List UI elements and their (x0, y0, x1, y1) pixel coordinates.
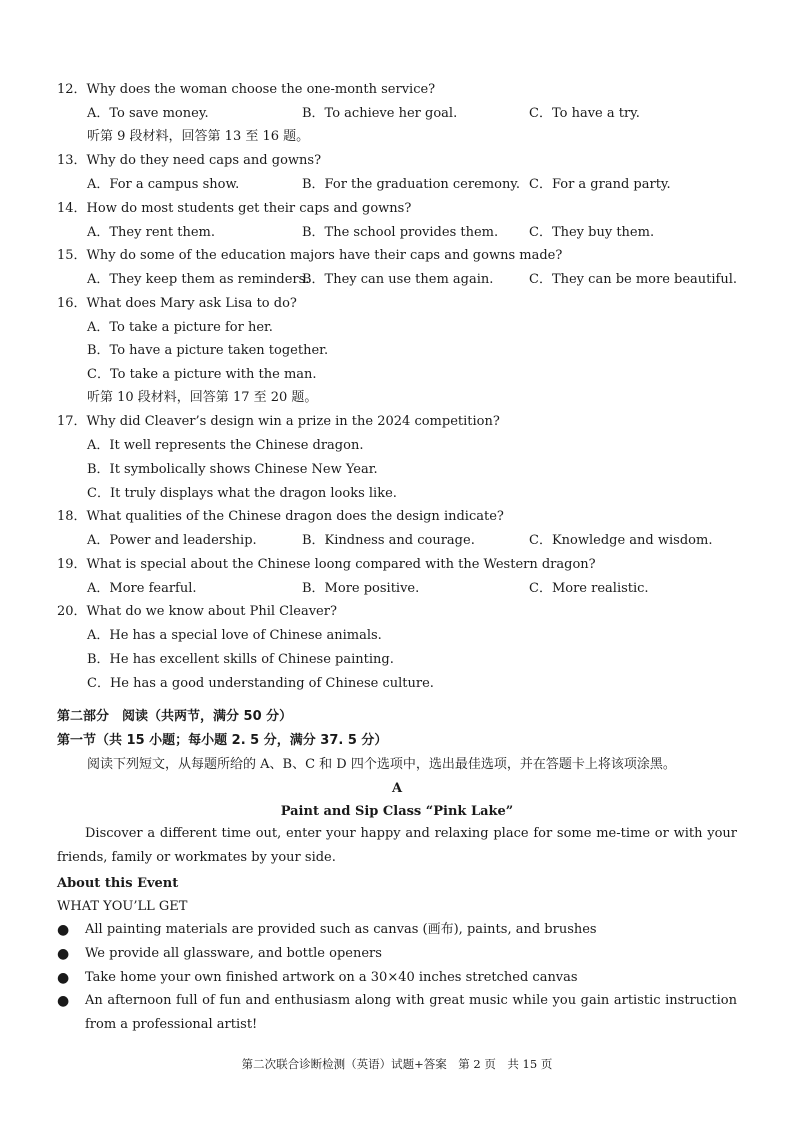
option-c: C．They buy them. (529, 225, 655, 240)
options-13 (87, 176, 767, 193)
option-a: A．For a campus show. (87, 177, 240, 192)
options-19 (87, 580, 767, 597)
part-2-title: 第二部分 阅读（共两节，满分 50 分） (57, 709, 293, 724)
what-you-get-heading: WHAT YOU’LL GET (57, 899, 188, 914)
section-1-title: 第一节（共 15 小题；每小题 2. 5 分，满分 37. 5 分） (57, 733, 388, 748)
option-a: A．It well represents the Chinese dragon. (87, 438, 364, 453)
option-b: B．For the graduation ceremony. (302, 177, 521, 192)
option-c: C．To take a picture with the man. (87, 367, 317, 382)
question-17: 17．Why did Cleaver’s design win a prize in the 2024 competition? (57, 414, 500, 429)
option-b: B．To achieve her goal. (302, 106, 458, 121)
option-c: C．More realistic. (529, 581, 649, 596)
passage-intro: Discover a different time out, enter your happy and relaxing place for some me-time or with your friends, family or workmates by your side. (57, 826, 737, 865)
options-12 (87, 105, 767, 122)
options-15 (87, 271, 767, 288)
passage-title: Paint and Sip Class “Pink Lake” (280, 804, 514, 819)
instruction-material-10: 听第 10 段材料，回答第 17 至 20 题。 (87, 390, 318, 405)
bullet-icon: ● (57, 993, 70, 1009)
question-19: 19．What is special about the Chinese loong compared with the Western dragon? (57, 557, 596, 572)
option-b: B．To have a picture taken together. (87, 343, 329, 358)
about-heading: About this Event (57, 876, 179, 891)
option-c: C．For a grand party. (529, 177, 671, 192)
option-b: B．He has excellent skills of Chinese painting. (87, 652, 394, 667)
option-a: A．Power and leadership. (87, 533, 257, 548)
option-b: B．Kindness and courage. (302, 533, 475, 548)
question-16: 16．What does Mary ask Lisa to do? (57, 296, 297, 311)
option-a: A．He has a special love of Chinese animals. (87, 628, 382, 643)
option-a: A．To save money. (87, 106, 209, 121)
reading-instruction: 阅读下列短文，从每题所给的 A、B、C 和 D 四个选项中，选出最佳选项，并在答题卡上将该项涂黑。 (87, 757, 676, 772)
passage-label: A (391, 781, 403, 796)
exam-page: 12．Why does the woman choose the one-month service? A．To save money. B．To achieve her goal. C．To have a try. 听第 9 段材料，回答第 13 至 16 题。 13．Why do they need caps and gowns? A．For a campus show. B．For the graduation ceremony. C．For a grand party. 14．How do most students get their caps and gowns? A．They rent them. B．The school provides them. C．They buy them. 15．Why do some of the education majors have their caps and gowns made? A．They keep them as reminders. B．They can use them again. C．They can be more beautiful. 16．What does Mary ask Lisa to do? A．To take a picture for her. B．To have a picture taken together. C．To take a picture with the man. 听第 10 段材料，回答第 17 至 20 题。 17．Why did Cleaver’s design win a prize in the 2024 competition? A．It well represents the Chinese dragon. B．It symbolically shows Chinese New Year. C．It truly displays what the dragon looks like. 18．What qualities of the Chinese dragon does the design indicate? A．Power and leadership. B．Kindness and courage. C．Knowledge and wisdom. 19．What is special about the Chinese loong compared with the Western dragon? A．More fearful. B．More positive. C．More realistic. 20．What do we know about Phil Cleaver? A．He has a special love of Chinese animals. B．He has excellent skills of Chinese painting. C．He has a good understanding of Chinese culture. 第二部分 阅读（共两节，满分 50 分） 第一节（共 15 小题；每小题 2. 5 分，满分 37. 5 分） 阅读下列短文，从每题所给的 A、B、C 和 D 四个选项中，选出最佳选项，并在答题卡上将该项涂黑。 A Paint and Sip Class “Pink Lake” Discover a different time out, enter your happy and relaxing place for some me-time or with your friends, family or workmates by your side. About this Event WHAT YOU’LL GET ● All painting materials are provided such as canvas (画布), paints, and brushes ● We provide all glassware, and bottle openers ● Take home your own finished artwork on a 30×40 inches stretched canvas ● An afternoon full of fun and enthusiasm along with great music while you gain artistic instruction from a professional artist! 第二次联合诊断检测（英语）试题+答案 第 2 页 共 15 页 (0, 0, 794, 1122)
question-15: 15．Why do some of the education majors have their caps and gowns made? (57, 248, 563, 263)
bullet-icon: ● (57, 946, 70, 962)
option-b: B．More positive. (302, 581, 420, 596)
option-b: B．The school provides them. (302, 225, 499, 240)
option-c: C．He has a good understanding of Chinese culture. (87, 676, 434, 691)
option-c: C．They can be more beautiful. (529, 272, 738, 287)
question-18: 18．What qualities of the Chinese dragon does the design indicate? (57, 509, 504, 524)
bullet-icon: ● (57, 970, 70, 986)
option-b: B．It symbolically shows Chinese New Year. (87, 462, 378, 477)
option-a: A．To take a picture for her. (87, 320, 273, 335)
option-a: A．More fearful. (87, 581, 197, 596)
page-footer: 第二次联合诊断检测（英语）试题+答案 第 2 页 共 15 页 (241, 1057, 553, 1071)
option-a: A．They rent them. (87, 225, 215, 240)
option-c: C．It truly displays what the dragon looks like. (87, 486, 397, 501)
option-a: A．They keep them as reminders. (87, 272, 310, 287)
question-12: 12．Why does the woman choose the one-month service? (57, 82, 436, 97)
options-14 (87, 224, 767, 241)
options-18 (87, 532, 767, 549)
instruction-material-9: 听第 9 段材料，回答第 13 至 16 题。 (87, 129, 310, 144)
option-b: B．They can use them again. (302, 272, 494, 287)
option-c: C．Knowledge and wisdom. (529, 533, 713, 548)
question-14: 14．How do most students get their caps and gowns? (57, 201, 412, 216)
question-13: 13．Why do they need caps and gowns? (57, 153, 322, 168)
option-c: C．To have a try. (529, 106, 640, 121)
question-20: 20．What do we know about Phil Cleaver? (57, 604, 337, 619)
bullet-icon: ● (57, 922, 70, 938)
